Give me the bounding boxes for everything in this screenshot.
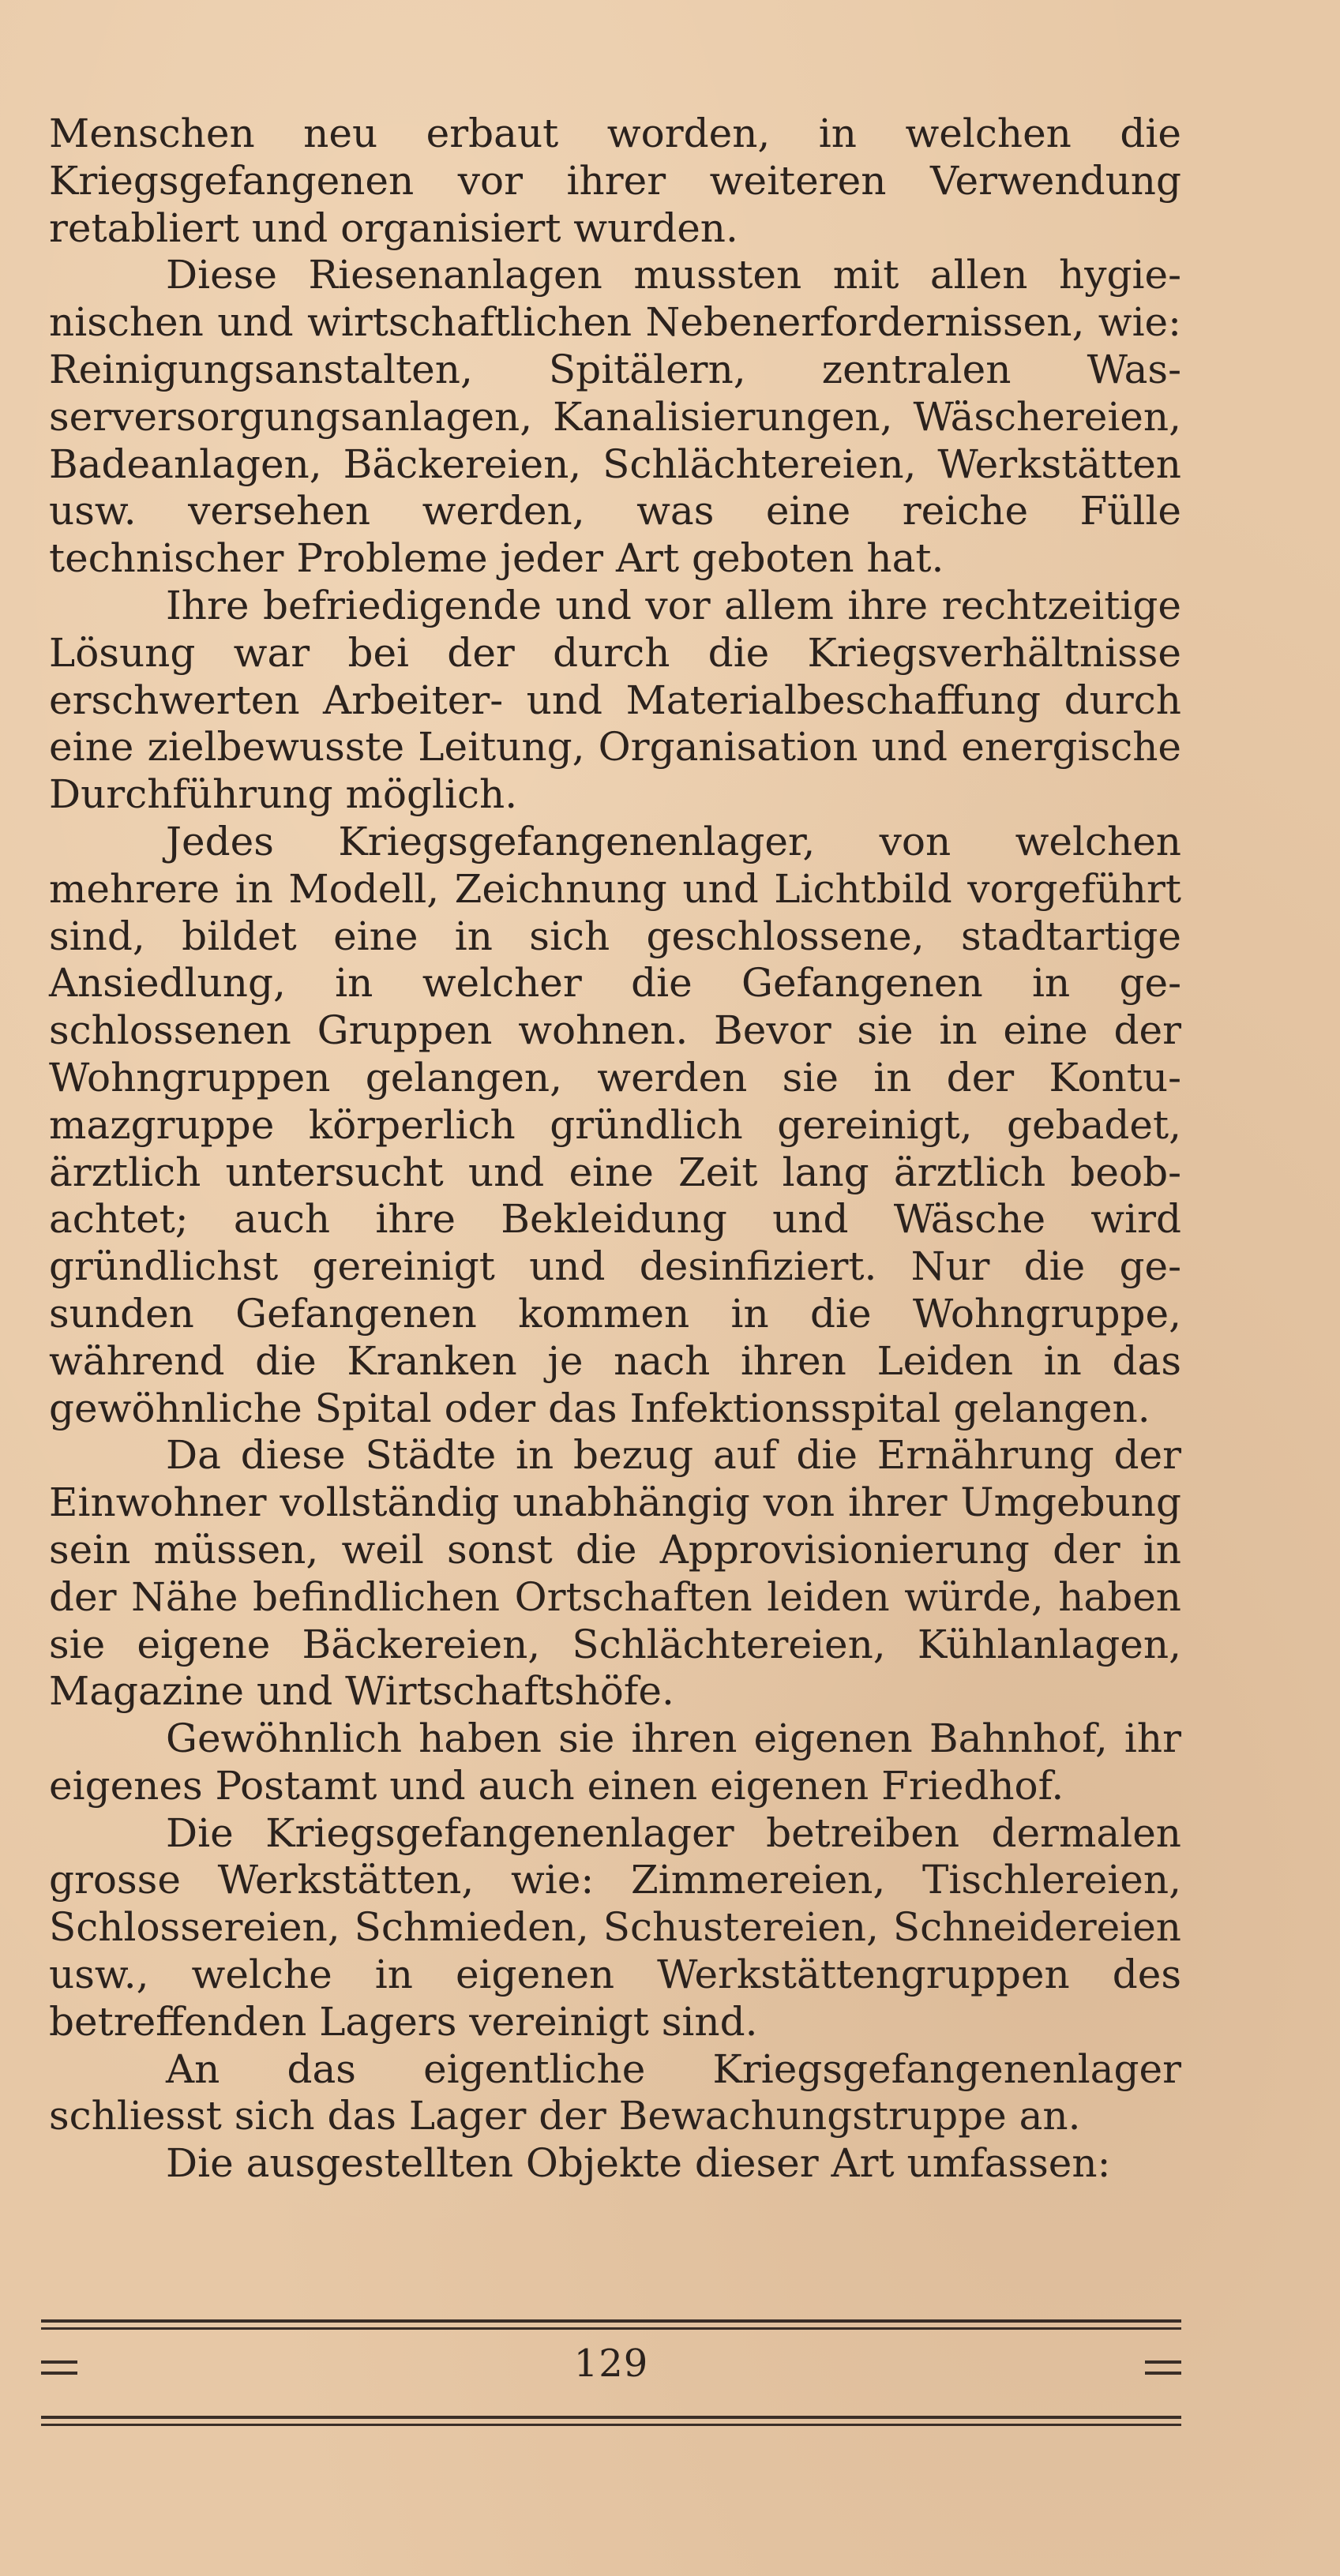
paragraph: An das eigentliche Kriegsgefangenenlager schliesst sich das Lager der Bewachungstruppe an. — [49, 2045, 1181, 2139]
divider — [41, 2327, 1181, 2330]
divider — [41, 2416, 1181, 2419]
footer-double-dash-right — [1145, 2360, 1181, 2375]
paragraph: Da diese Städte in bezug auf die Ernährung der Einwohner vollständig unabhängig von ihrer Umgebung sein müssen, weil sonst die Approvisionierung der in der Nähe befindlichen Ortschaften leiden würde, haben sie eigene Bäckereien, Schlächtereien, Kühlanlagen, Magazine und Wirtschaftshöfe. — [49, 1432, 1181, 1715]
paragraph: Jedes Kriegsgefangenenlager, von welchen mehrere in Modell, Zeichnung und Lichtbild vorgeführt sind, bildet eine in sich geschlossene, stadtartige Ansiedlung, in welcher die Gefangenen in geschlossenen Gruppen wohnen. Bevor sie in eine der Wohngruppen gelangen, werden sie in der Kontumazgruppe körperlich gründlich gereinigt, gebadet, ärztlich untersucht und eine Zeit lang ärztlich beobachtet; auch ihre Bekleidung und Wäsche wird gründlichst gereinigt und desinfiziert. Nur die gesunden Gefangenen kommen in die Wohngruppe, während die Kranken je nach ihren Leiden in das gewöhnliche Spital oder das Infektionsspital gelangen. — [49, 818, 1181, 1431]
paragraph: Gewöhnlich haben sie ihren eigenen Bahnhof, ihr eigenes Postamt und auch einen eigenen Friedhof. — [49, 1715, 1181, 1809]
page-footer — [41, 2337, 1181, 2400]
paragraph: Diese Riesenanlagen mussten mit allen hygienischen und wirtschaftlichen Nebenerfordernissen, wie: Reinigungsanstalten, Spitälern, zentralen Wasserversorgungsanlagen, Kanalisierungen, Wäschereien, Badeanlagen, Bäckereien, Schlächtereien, Werkstätten usw. versehen werden, was eine reiche Fülle technischer Probleme jeder Art geboten hat. — [49, 252, 1181, 582]
divider — [41, 2424, 1181, 2426]
paragraph: Die ausgestellten Objekte dieser Art umfassen: — [166, 2140, 1111, 2187]
paragraph: Die Kriegsgefangenenlager betreiben dermalen grosse Werkstätten, wie: Zimmereien, Tischlereien, Schlossereien, Schmieden, Schustereien, Schneidereien usw., welche in eigenen Werkstättengruppen des betreffenden Lagers vereinigt sind. — [49, 1809, 1181, 2045]
paragraph: Ihre befriedigende und vor allem ihre rechtzeitige Lösung war bei der durch die Kriegsverhältnisse erschwerten Arbeiter- und Materialbeschaffung durch eine zielbewusste Leitung, Organisation und energische Durchführung möglich. — [49, 582, 1181, 818]
paragraph: Menschen neu erbaut worden, in welchen die Kriegsgefangenen vor ihrer weiteren Verwendung retabliert und organisiert wurden. — [49, 111, 1181, 251]
divider — [41, 2319, 1181, 2323]
body-text — [49, 111, 1181, 2188]
page-number: 129 — [573, 2342, 649, 2386]
